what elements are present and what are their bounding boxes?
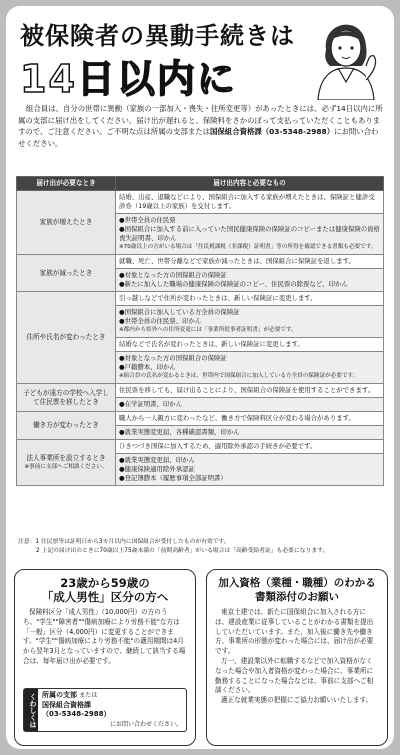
box-right-body2: 万一、建設業以外に転職するなどで加入資格がなくなった場合や加入者資格が変わった場合に、事業所に勤務することになった場合などは、事前に支部へご相談ください。 (215, 656, 374, 695)
row-desc: 結婚などで氏名が変わったときは、新しい保険証に変更します。 (116, 338, 384, 352)
notes (18, 538, 384, 555)
table-row (17, 384, 384, 398)
table-row (17, 440, 384, 454)
row-docs (116, 454, 384, 486)
table-row (17, 292, 384, 306)
case-child-school: 子どもが遠方の学校へ入学して住民票を移したとき (17, 384, 116, 412)
box-right-heading2: 書類添付のお願い (255, 591, 339, 603)
intro-paragraph (18, 103, 384, 149)
box-left-body: 保険料区分「成人男性」（10,000円）の方のうち、"学生""障害者""傷病加療により労務不能"な方は「一般」区分（4,000円）に変更することができます。"学生""傷病加療により労務不能"の適用期間は4月から翌年3月となっていますので、継続して該当する場合は、毎年届け出が必要です。 (23, 608, 186, 665)
row-docs (116, 426, 384, 440)
woman-illustration-icon (304, 10, 386, 100)
doc-item: ●就業実態変更届、印かん (119, 456, 195, 464)
title-line1: 被保険者の異動手続きは (20, 22, 295, 50)
doc-item: ●登記簿謄本（履歴事項全部証明書） (119, 474, 227, 482)
table-row (17, 191, 384, 214)
doc-item: ●世帯全員の住民票 (119, 216, 176, 224)
case-label: 法人事業所を設立するとき (26, 453, 106, 462)
box-adult-male (14, 569, 196, 746)
case-note: ※事前に支部へご相談ください。 (24, 463, 108, 470)
title-line2: 14日以内に (20, 57, 237, 101)
case-work-change: 働き方が変わったとき (17, 412, 116, 440)
row-desc: 引っ越しなどで住所が変わったときは、新しい保険証に変更します。 (116, 292, 384, 306)
row-desc: 結婚、出産、退職などにより、国保組合に加入する家族が増えたときは、保険証と健診受診券（19歳以上の家族）を交付します。 (116, 191, 384, 214)
doc-note: ※70歳以上の方がいる場合は「住民税課税（非課税）証明書」等の所得を確認できる書類も必要です。 (119, 244, 377, 250)
row-desc: ひきつづき国保に加入するため、適用除外承認の手続きが必要です。 (116, 440, 384, 454)
doc-item: ●対象となった方の国保組合の保険証 (119, 354, 227, 362)
row-docs (116, 306, 384, 338)
contact-branch: 所属の支部 (42, 691, 77, 699)
box-right-body3: 適正な就業実態の把握にご協力お願いいたします。 (221, 696, 373, 705)
table-row (17, 412, 384, 426)
row-desc: 職人から一人親方に変わったなど、働き方で保険料区分が変わる場合があります。 (116, 412, 384, 426)
box-qualification-docs (206, 569, 388, 746)
doc-item: ●健康保険適用除外承認証 (119, 465, 195, 473)
case-address-name-change: 住所や氏名が変わったとき (17, 292, 116, 384)
table-header-row (17, 177, 384, 191)
case-family-increase: 家族が増えたとき (17, 191, 116, 255)
case-corporation (17, 440, 116, 486)
box-left-heading2: 「成人男性」区分の方へ (41, 590, 169, 604)
doc-item: ●就業実態変更届、各種確認書類、印かん (119, 428, 240, 436)
doc-note: ※都内から県外への住所変更には「事業所従事者証明書」が必要です。 (119, 327, 297, 333)
note-1: 注意：1 住民票等は証明日から3カ月以内に国保組合が受付したものが有効です。 (18, 539, 230, 545)
contact-box (23, 688, 187, 732)
procedures-table (16, 176, 384, 486)
row-docs (116, 352, 384, 384)
doc-item: ●在学証明書、印かん (119, 400, 183, 408)
contact-ask: にお問い合わせください。 (109, 720, 182, 728)
row-docs (116, 398, 384, 412)
intro-text-2: にお問い合わせください。 (18, 127, 379, 148)
case-family-decrease: 家族が減ったとき (17, 255, 116, 292)
box-right-body1: 東京土建では、新たに国保組合に加入される方には、建設産業に従事していることがわかる書類を提出していただいています。また、加入後に働き先や働き方、事業所の形態が変わった場合には、届け出が必要です。 (215, 608, 374, 656)
row-desc: 就職、死亡、世帯分離などで家族が減ったときは、国保組合に保険証を返します。 (116, 255, 384, 269)
box-left-heading1: 23歳から59歳の (60, 576, 150, 590)
col-case-header: 届け出が必要なとき (17, 177, 116, 191)
col-docs-header: 届け出内容と必要なもの (116, 177, 384, 191)
doc-note: ※組合員の氏名が変わるときは、世帯内で国保組合に加入している方全員の保険証が必要です。 (119, 373, 359, 379)
contact-phone: （03-5348-2988） (42, 710, 111, 718)
doc-item: ●国保組合に加入している方全員の保険証 (119, 308, 240, 316)
note-2: 2 上記の届け出のときに70歳以上75歳未満の「前期高齢者」がいる場合は「高齢受給者証」も必要になります。 (36, 547, 329, 554)
contact-or: または (79, 692, 98, 699)
doc-item: ●国保組合に加入する前に入っていた国民健康保険の保険証のコピーまたは健康保険の資格喪失証明書、印かん (119, 225, 380, 242)
doc-item: ●世帯全員の住民票、印かん (119, 317, 202, 325)
box-right-heading1: 加入資格（業種・職種）のわかる (218, 577, 376, 589)
document-page (6, 6, 394, 749)
header (6, 6, 394, 101)
doc-item: ●新たに加入した職場の健康保険の保険証のコピー、住民票の除票など、印かん (119, 280, 348, 288)
row-docs (116, 269, 384, 292)
doc-item: ●対象となった方の国保組合の保険証 (119, 271, 227, 279)
table-row (17, 255, 384, 269)
kuwashiku-label: くわしくは (24, 689, 38, 731)
row-desc: 住民票を移しても、届け出ることにより、国保組合の保険証を使用することができます。 (116, 384, 384, 398)
intro-text-1: 組合員は、自分の世帯に異動（家族の一部加入・喪失・住所変更等）があったときには、必ず14日以内に所属の支部に届け出をしてください。届け出が遅れると、保険料をさかのぼって支払っていただくこともありますので、ご注意ください。ご不明な点は所属の支部または (18, 104, 383, 136)
contact-section: 国保組合資格課 (42, 700, 91, 709)
row-docs (116, 214, 384, 255)
doc-item: ●戸籍謄本、印かん (119, 363, 176, 371)
intro-contact: 国保組合資格課（03-5348-2988） (210, 127, 335, 136)
